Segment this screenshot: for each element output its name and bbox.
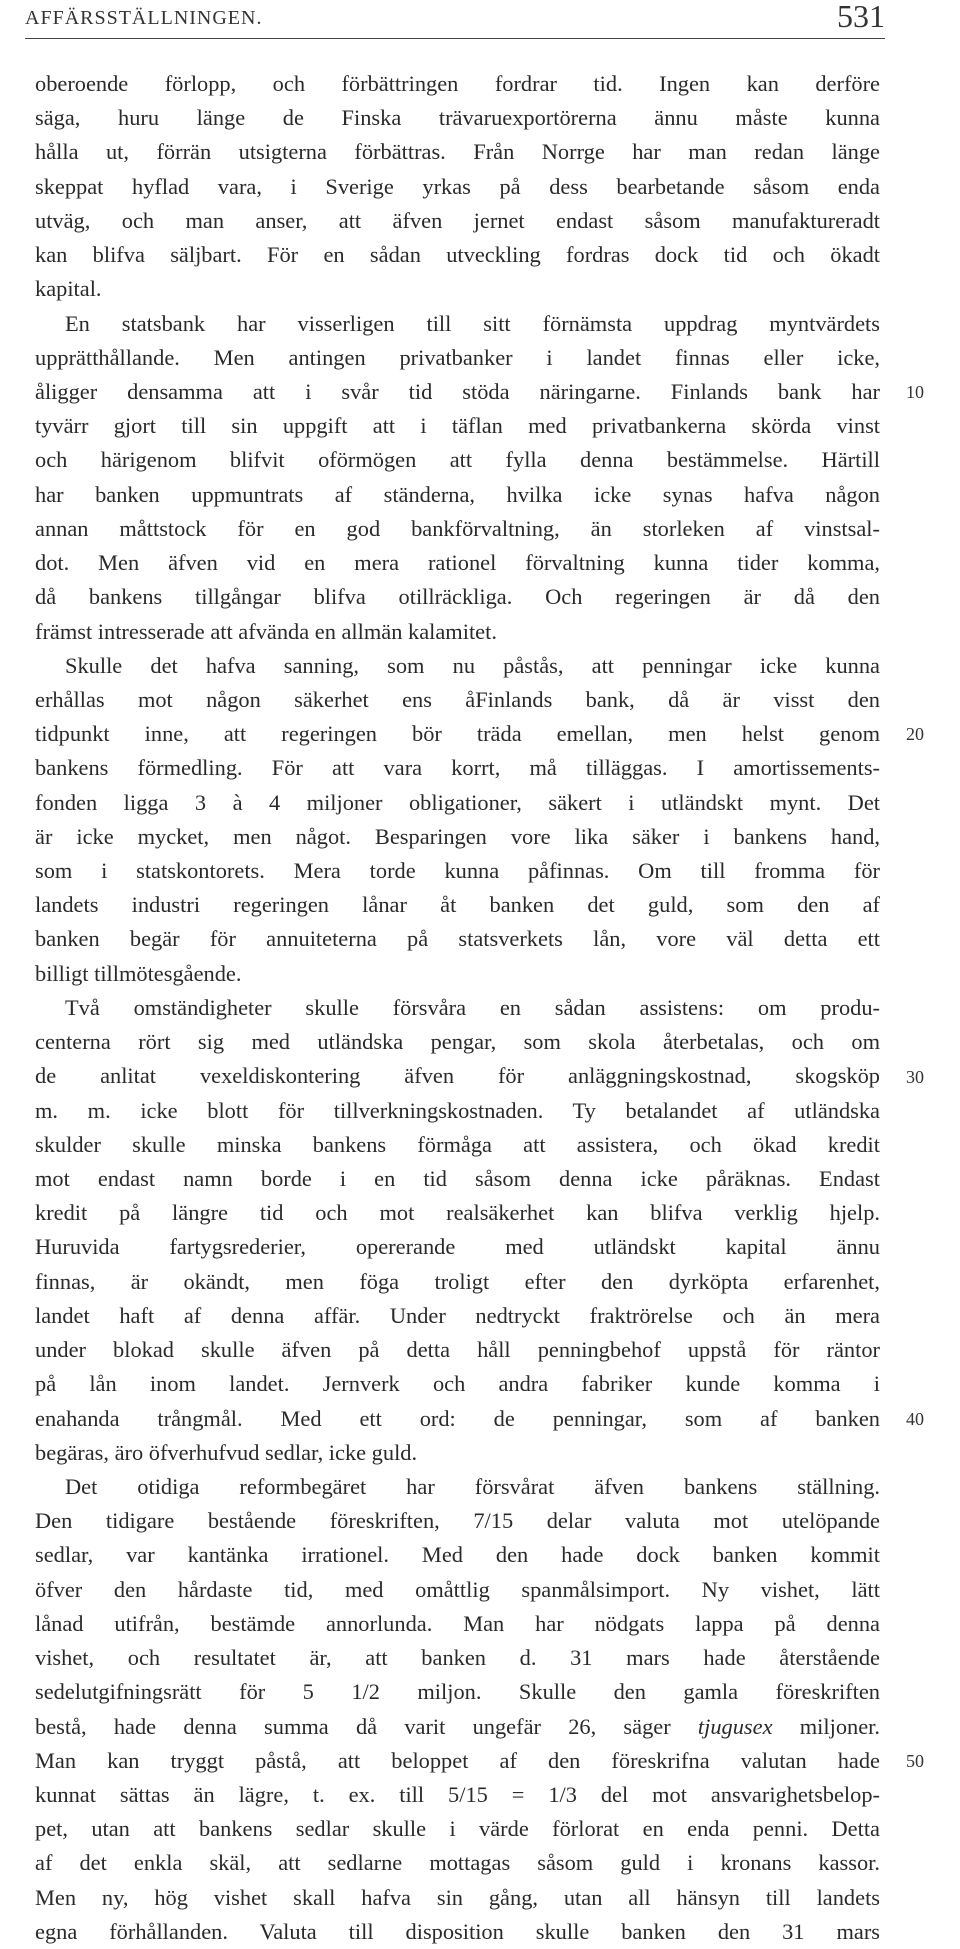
text-line: bestå, hade denna summa då varit ungefär 26, säger tjugusex miljoner.: [35, 1713, 880, 1739]
text-line: utväg, och man anser, att äfven jernet endast såsom manufaktureradt: [35, 207, 880, 233]
text-line: skeppat hyflad vara, i Sverige yrkas på dess bearbetande såsom enda: [35, 173, 880, 199]
text-line: under blokad skulle äfven på detta håll penningbehof uppstå för räntor: [35, 1337, 880, 1363]
margin-line-number: 20: [906, 724, 924, 745]
text-line: dot. Men äfven vid en mera rationel förvaltning kunna tider komma,: [35, 550, 880, 576]
text-line: åligger densamma att i svår tid stöda näringarne. Finlands bank har: [35, 378, 880, 404]
text-line: erhållas mot någon säkerhet ens åFinlands bank, då är visst den: [35, 686, 880, 712]
text-line: begäras, äro öfverhufvud sedlar, icke guld.: [35, 1439, 418, 1465]
page-header: [25, 0, 885, 42]
text-line: centerna rört sig med utländska pengar, som skola återbetalas, och om: [35, 1029, 880, 1055]
text-line: mot endast namn borde i en tid såsom denna icke påräknas. Endast: [35, 1166, 880, 1191]
emphasis: tjugusex: [697, 1713, 773, 1739]
text-line: öfver den hårdaste tid, med omåttlig spanmålsimport. Ny vishet, lätt: [35, 1576, 880, 1602]
text-line: af det enkla skäl, att sedlarne mottagas såsom guld i kronans kassor.: [35, 1850, 880, 1876]
text-line: Skulle det hafva sanning, som nu påstås, att penningar icke kunna: [65, 652, 880, 678]
margin-line-number: 30: [906, 1066, 924, 1087]
text-line: Det otidiga reformbegäret har försvårat äfven bankens ställning.: [65, 1473, 880, 1499]
text-line: enahanda trångmål. Med ett ord: de penningar, som af banken: [35, 1405, 880, 1431]
header-rule: [25, 38, 885, 39]
text-line: Två omständigheter skulle försvåra en sådan assistens: om produ-: [65, 994, 880, 1020]
text-line: kunnat sättas än lägre, t. ex. till 5/15 = 1/3 del mot ansvarighetsbelop-: [35, 1781, 880, 1807]
body-text: [35, 67, 880, 1949]
text-line: Huruvida fartygsrederier, opererande med utländskt kapital ännu: [35, 1234, 880, 1260]
text-line: tidpunkt inne, att regeringen bör träda emellan, men helst genom: [35, 721, 880, 747]
text-line: oberoende förlopp, och förbättringen fordrar tid. Ingen kan derföre: [35, 71, 880, 96]
running-head: AFFÄRSSTÄLLNINGEN.: [25, 7, 263, 29]
text-line: har banken uppmuntrats af ständerna, hvilka icke synas hafva någon: [35, 481, 880, 507]
text-line: banken begär för annuiteterna på statsverkets lån, vore väl detta ett: [35, 926, 880, 952]
text-line: landets industri regeringen lånar åt banken det guld, som den af: [35, 892, 880, 918]
text-line: främst intresserade att afvända en allmän kalamitet.: [35, 618, 497, 644]
text-line: som i statskontorets. Mera torde kunna påfinnas. Om till fromma för: [35, 858, 880, 884]
text-line: fonden ligga 3 à 4 miljoner obligationer, säkert i utländskt mynt. Det: [35, 789, 880, 815]
margin-line-number: 40: [906, 1408, 924, 1429]
margin-line-number: 10: [906, 382, 924, 403]
text-line: landet haft af denna affär. Under nedtryckt fraktrörelse och än mera: [35, 1302, 880, 1328]
text-line: Men ny, hög vishet skall hafva sin gång, utan all hänsyn till landets: [35, 1884, 880, 1910]
text-line: de anlitat vexeldiskontering äfven för anläggningskostnad, skogsköp: [35, 1063, 880, 1089]
text-line: på lån inom landet. Jernverk och andra fabriker kunde komma i: [35, 1371, 880, 1397]
text-line: Den tidigare bestående föreskriften, 7/15 delar valuta mot utelöpande: [35, 1508, 880, 1534]
text-line: annan måttstock för en god bankförvaltning, än storleken af vinstsal-: [35, 515, 880, 541]
text-line: finnas, är okändt, men föga troligt efter den dyrköpta erfarenhet,: [35, 1268, 880, 1294]
text-line: hålla ut, förrän utsigterna förbättras. Från Norrge har man redan länge: [35, 139, 880, 165]
text-line: kredit på längre tid och mot realsäkerhet kan blifva verklig hjelp.: [35, 1200, 880, 1226]
page-number: 531: [837, 0, 885, 34]
text-line: egna förhållanden. Valuta till disposition skulle banken den 31 mars: [35, 1918, 880, 1944]
text-line: m. m. icke blott för tillverkningskostnaden. Ty betalandet af utländska: [35, 1097, 880, 1123]
text-line: pet, utan att bankens sedlar skulle i värde förlorat en enda penni. Detta: [35, 1816, 880, 1842]
text-line: En statsbank har visserligen till sitt förnämsta uppdrag myntvärdets: [65, 310, 880, 336]
text-line: sedlar, var kantänka irrationel. Med den hade dock banken kommit: [35, 1542, 880, 1568]
text-line: bankens förmedling. För att vara korrt, må tilläggas. I amortissements-: [35, 755, 880, 781]
text-line: vishet, och resultatet är, att banken d. 31 mars hade återstående: [35, 1645, 880, 1671]
text-line: sedelutgifningsrätt för 5 1/2 miljon. Skulle den gamla föreskriften: [35, 1679, 880, 1705]
text-line: lånad utifrån, bestämde annorlunda. Man har nödgats lappa på denna: [35, 1610, 880, 1636]
text-line: är icke mycket, men något. Besparingen vore lika säker i bankens hand,: [35, 823, 880, 849]
text-line: skulder skulle minska bankens förmåga att assistera, och ökad kredit: [35, 1131, 880, 1157]
text-line: och härigenom blifvit oförmögen att fylla denna bestämmelse. Härtill: [35, 447, 880, 473]
text-line: tyvärr gjort till sin uppgift att i täflan med privatbankerna skörda vinst: [35, 413, 880, 439]
text-line: säga, huru länge de Finska trävaruexportörerna ännu måste kunna: [35, 105, 880, 131]
text-line: kapital.: [35, 276, 102, 302]
text-line: billigt tillmötesgående.: [35, 960, 242, 986]
text-line: Man kan tryggt påstå, att beloppet af den föreskrifna valutan hade: [35, 1747, 880, 1773]
text-line: kan blifva säljbart. För en sådan utveckling fordras dock tid och ökadt: [35, 242, 880, 268]
text-line: upprätthållande. Men antingen privatbanker i landet finnas eller icke,: [35, 344, 880, 370]
text-line: då bankens tillgångar blifva otillräckliga. Och regeringen är då den: [35, 584, 880, 610]
margin-line-number: 50: [906, 1751, 924, 1772]
